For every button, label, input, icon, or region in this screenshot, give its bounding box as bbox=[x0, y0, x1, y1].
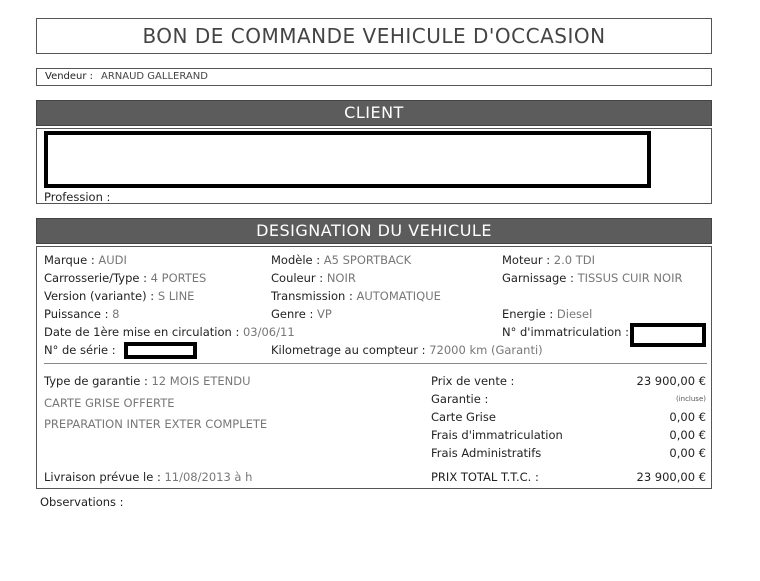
version-label: Version (variante) : bbox=[44, 289, 155, 303]
marque-value: AUDI bbox=[98, 253, 127, 267]
price-value: 23 900,00 € bbox=[636, 374, 706, 388]
observations-label: Observations : bbox=[40, 495, 124, 509]
vendeur-value: ARNAUD GALLERAND bbox=[101, 71, 208, 82]
couleur-value: NOIR bbox=[326, 271, 356, 285]
price-label: Carte Grise bbox=[431, 410, 496, 424]
livraison-label: Livraison prévue le : bbox=[44, 470, 161, 484]
price-value: (incluse) bbox=[675, 395, 706, 403]
total-label: PRIX TOTAL T.T.C. : bbox=[431, 470, 539, 484]
client-header: CLIENT bbox=[36, 100, 712, 126]
note-carte-grise: CARTE GRISE OFFERTE bbox=[44, 396, 175, 410]
carrosserie-value: 4 PORTES bbox=[150, 271, 207, 285]
divider bbox=[44, 363, 707, 364]
page-title: BON DE COMMANDE VEHICULE D'OCCASION bbox=[36, 18, 712, 54]
transmission-value: AUTOMATIQUE bbox=[356, 289, 441, 303]
garantie-label: Type de garantie : bbox=[44, 374, 148, 388]
energie-value: Diesel bbox=[556, 307, 593, 321]
moteur-value: 2.0 TDI bbox=[553, 253, 595, 267]
couleur-label: Couleur : bbox=[271, 271, 324, 285]
profession-label: Profession : bbox=[44, 190, 111, 204]
note-preparation: PREPARATION INTER EXTER COMPLETE bbox=[44, 417, 268, 431]
price-value: 0,00 € bbox=[669, 446, 706, 460]
price-label: Frais Administratifs bbox=[431, 446, 542, 460]
genre-label: Genre : bbox=[271, 307, 314, 321]
puissance-label: Puissance : bbox=[44, 307, 109, 321]
vendeur-label: Vendeur : bbox=[45, 71, 94, 82]
transmission-label: Transmission : bbox=[271, 289, 353, 303]
price-value: 0,00 € bbox=[669, 428, 706, 442]
total-value: 23 900,00 € bbox=[636, 470, 706, 484]
price-label: Garantie : bbox=[431, 392, 489, 406]
garnissage-value: TISSUS CUIR NOIR bbox=[577, 271, 683, 285]
vehicle-header: DESIGNATION DU VEHICULE bbox=[36, 218, 712, 244]
price-value: 0,00 € bbox=[669, 410, 706, 424]
livraison-value: 11/08/2013 à h bbox=[164, 470, 253, 484]
immatriculation-label: N° d'immatriculation : bbox=[502, 325, 629, 339]
date-circulation-label: Date de 1ère mise en circulation : bbox=[44, 325, 240, 339]
garnissage-label: Garnissage : bbox=[502, 271, 574, 285]
redacted-client-info bbox=[44, 131, 651, 188]
puissance-value: 8 bbox=[112, 307, 120, 321]
version-value: S LINE bbox=[157, 289, 195, 303]
modele-value: A5 SPORTBACK bbox=[323, 253, 412, 267]
price-label: Frais d'immatriculation bbox=[431, 428, 563, 442]
modele-label: Modèle : bbox=[271, 253, 321, 267]
vendeur-box bbox=[36, 68, 712, 86]
genre-value: VP bbox=[317, 307, 332, 321]
date-circulation-value: 03/06/11 bbox=[242, 325, 295, 339]
serie-label: N° de série : bbox=[44, 343, 116, 357]
redacted-immatriculation bbox=[630, 323, 706, 347]
price-label: Prix de vente : bbox=[431, 374, 515, 388]
redacted-serie bbox=[124, 342, 197, 359]
energie-label: Energie : bbox=[502, 307, 554, 321]
moteur-label: Moteur : bbox=[502, 253, 551, 267]
marque-label: Marque : bbox=[44, 253, 95, 267]
garantie-value: 12 MOIS ETENDU bbox=[151, 374, 251, 388]
kilometrage-label: Kilometrage au compteur : bbox=[271, 343, 426, 357]
kilometrage-value: 72000 km (Garanti) bbox=[429, 343, 543, 357]
carrosserie-label: Carrosserie/Type : bbox=[44, 271, 147, 285]
